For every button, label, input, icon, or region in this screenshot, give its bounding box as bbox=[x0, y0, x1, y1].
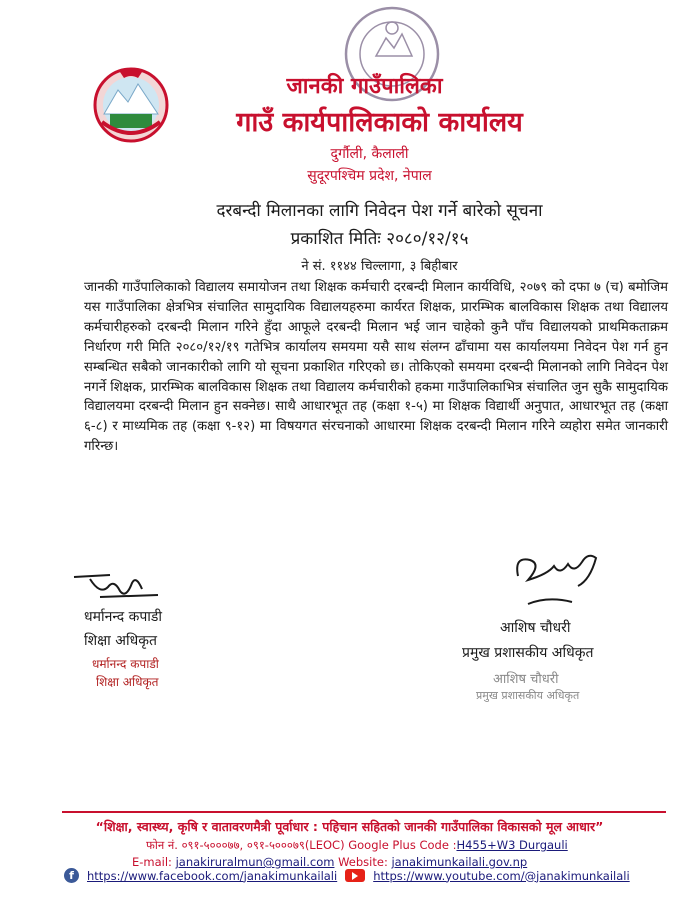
signatory-2-name: आशिष चौधरी bbox=[500, 620, 571, 636]
office-name: जानकी गाउँपालिका bbox=[286, 74, 443, 99]
footer-email-line bbox=[132, 855, 527, 869]
facebook-icon[interactable]: f bbox=[64, 868, 79, 883]
plus-code-label: Google Plus Code : bbox=[348, 838, 457, 852]
website-link[interactable]: janakimunkailali.gov.np bbox=[391, 855, 528, 869]
footer-contact-line bbox=[146, 838, 568, 853]
signatory-1-role: शिक्षा अधिकृत bbox=[84, 633, 157, 649]
youtube-icon[interactable] bbox=[345, 869, 365, 882]
signature-1 bbox=[70, 565, 160, 605]
email-label: E-mail: bbox=[132, 855, 172, 869]
signatory-1-stamp-role: शिक्षा अधिकृत bbox=[96, 675, 159, 689]
signatory-1-stamp-name: धर्मानन्द कपाडी bbox=[92, 657, 159, 671]
notice-title: दरबन्दी मिलानका लागि निवेदन पेश गर्ने बारेको सूचना bbox=[216, 201, 543, 221]
office-title: गाउँ कार्यपालिकाको कार्यालय bbox=[236, 107, 523, 138]
signature-2 bbox=[508, 546, 608, 618]
facebook-link[interactable]: https://www.facebook.com/janakimunkailali bbox=[87, 868, 338, 883]
signatory-2-stamp-name: आशिष चौधरी bbox=[493, 672, 559, 687]
email-link[interactable]: janakiruralmun@gmail.com bbox=[175, 855, 335, 869]
published-date: प्रकाशित मितिः २०८०/१२/१५ bbox=[290, 229, 469, 249]
footer-social-line bbox=[64, 868, 630, 883]
footer-divider bbox=[62, 811, 666, 813]
youtube-link[interactable]: https://www.youtube.com/@janakimunkailali bbox=[373, 868, 630, 883]
phone-numbers: फोन नं. ०९१-५०००७७, ०९१-५०००७९(LEOC) bbox=[146, 838, 345, 852]
signatory-1-name: धर्मानन्द कपाडी bbox=[84, 609, 163, 625]
nepal-sambat-date: ने सं. ११४४ चिल्लागा, ३ बिहीबार bbox=[301, 259, 458, 274]
signatory-2-stamp-role: प्रमुख प्रशासकीय अधिकृत bbox=[476, 689, 580, 702]
signatory-2-role: प्रमुख प्रशासकीय अधिकृत bbox=[462, 645, 594, 661]
office-province: सुदूरपश्चिम प्रदेश, नेपाल bbox=[307, 168, 432, 184]
notice-body: जानकी गाउँपालिकाको विद्यालय समायोजन तथा शिक्षक कर्मचारी दरबन्दी मिलान कार्यविधि, २०७९ को दफा ७ (च) बमोजिम यस गाउँपालिका क्षेत्रभित्र संचालित सामुदायिक विद्यालयहरुमा कार्यरत शिक्षक, प्रारम्भिक बालविकास शिक्षक तथा विद्यालय कर्मचारीहरुको दरबन्दी मिलान गरिने हुँदा आफूले दरबन्दी मिलान भई जान चाहेको कुनै पाँच विद्यालयको प्राथमिकताक्रम निर्धारण गरी मिति २०८०/१२/१९ गतेभित्र कार्यालय समयमा यसै साथ संलग्न ढाँचामा यस कार्यालयमा निवेदन पेश गर्न हुन सम्बन्धित सबैको जानकारीको लागि यो सूचना प्रकाशित गरिएको छ। तोकिएको समयमा दरबन्दी मिलानको लागि निवेदन पेश नगर्ने शिक्षक, प्रारम्भिक बालविकास शिक्षक तथा विद्यालय कर्मचारीको हकमा गाउँपालिकाभित्र संचालित जुन सुकै सामुदायिक विद्यालयमा दरबन्दी मिलान हुन सक्नेछ। साथै आधारभूत तह (कक्षा १-५) मा शिक्षक विद्यार्थी अनुपात, आधारभूत तह (कक्षा ६-८) र माध्यमिक तह (कक्षा ९-१२) मा विषयगत संरचनाको आधारमा शिक्षक दरबन्दी मिलान गरिने व्यहोरा समेत जानकारी गरिन्छ। bbox=[84, 280, 668, 455]
footer-tagline: “शिक्षा, स्वास्थ्य, कृषि र वातावरणमैत्री पूर्वाधार : पहिचान सहितको जानकी गाउँपालिका विकासको मूल आधार” bbox=[95, 819, 604, 834]
plus-code-link[interactable]: H455+W3 Durgauli bbox=[456, 838, 568, 852]
office-location: दुर्गौली, कैलाली bbox=[330, 146, 409, 162]
website-label: Website: bbox=[338, 855, 388, 869]
